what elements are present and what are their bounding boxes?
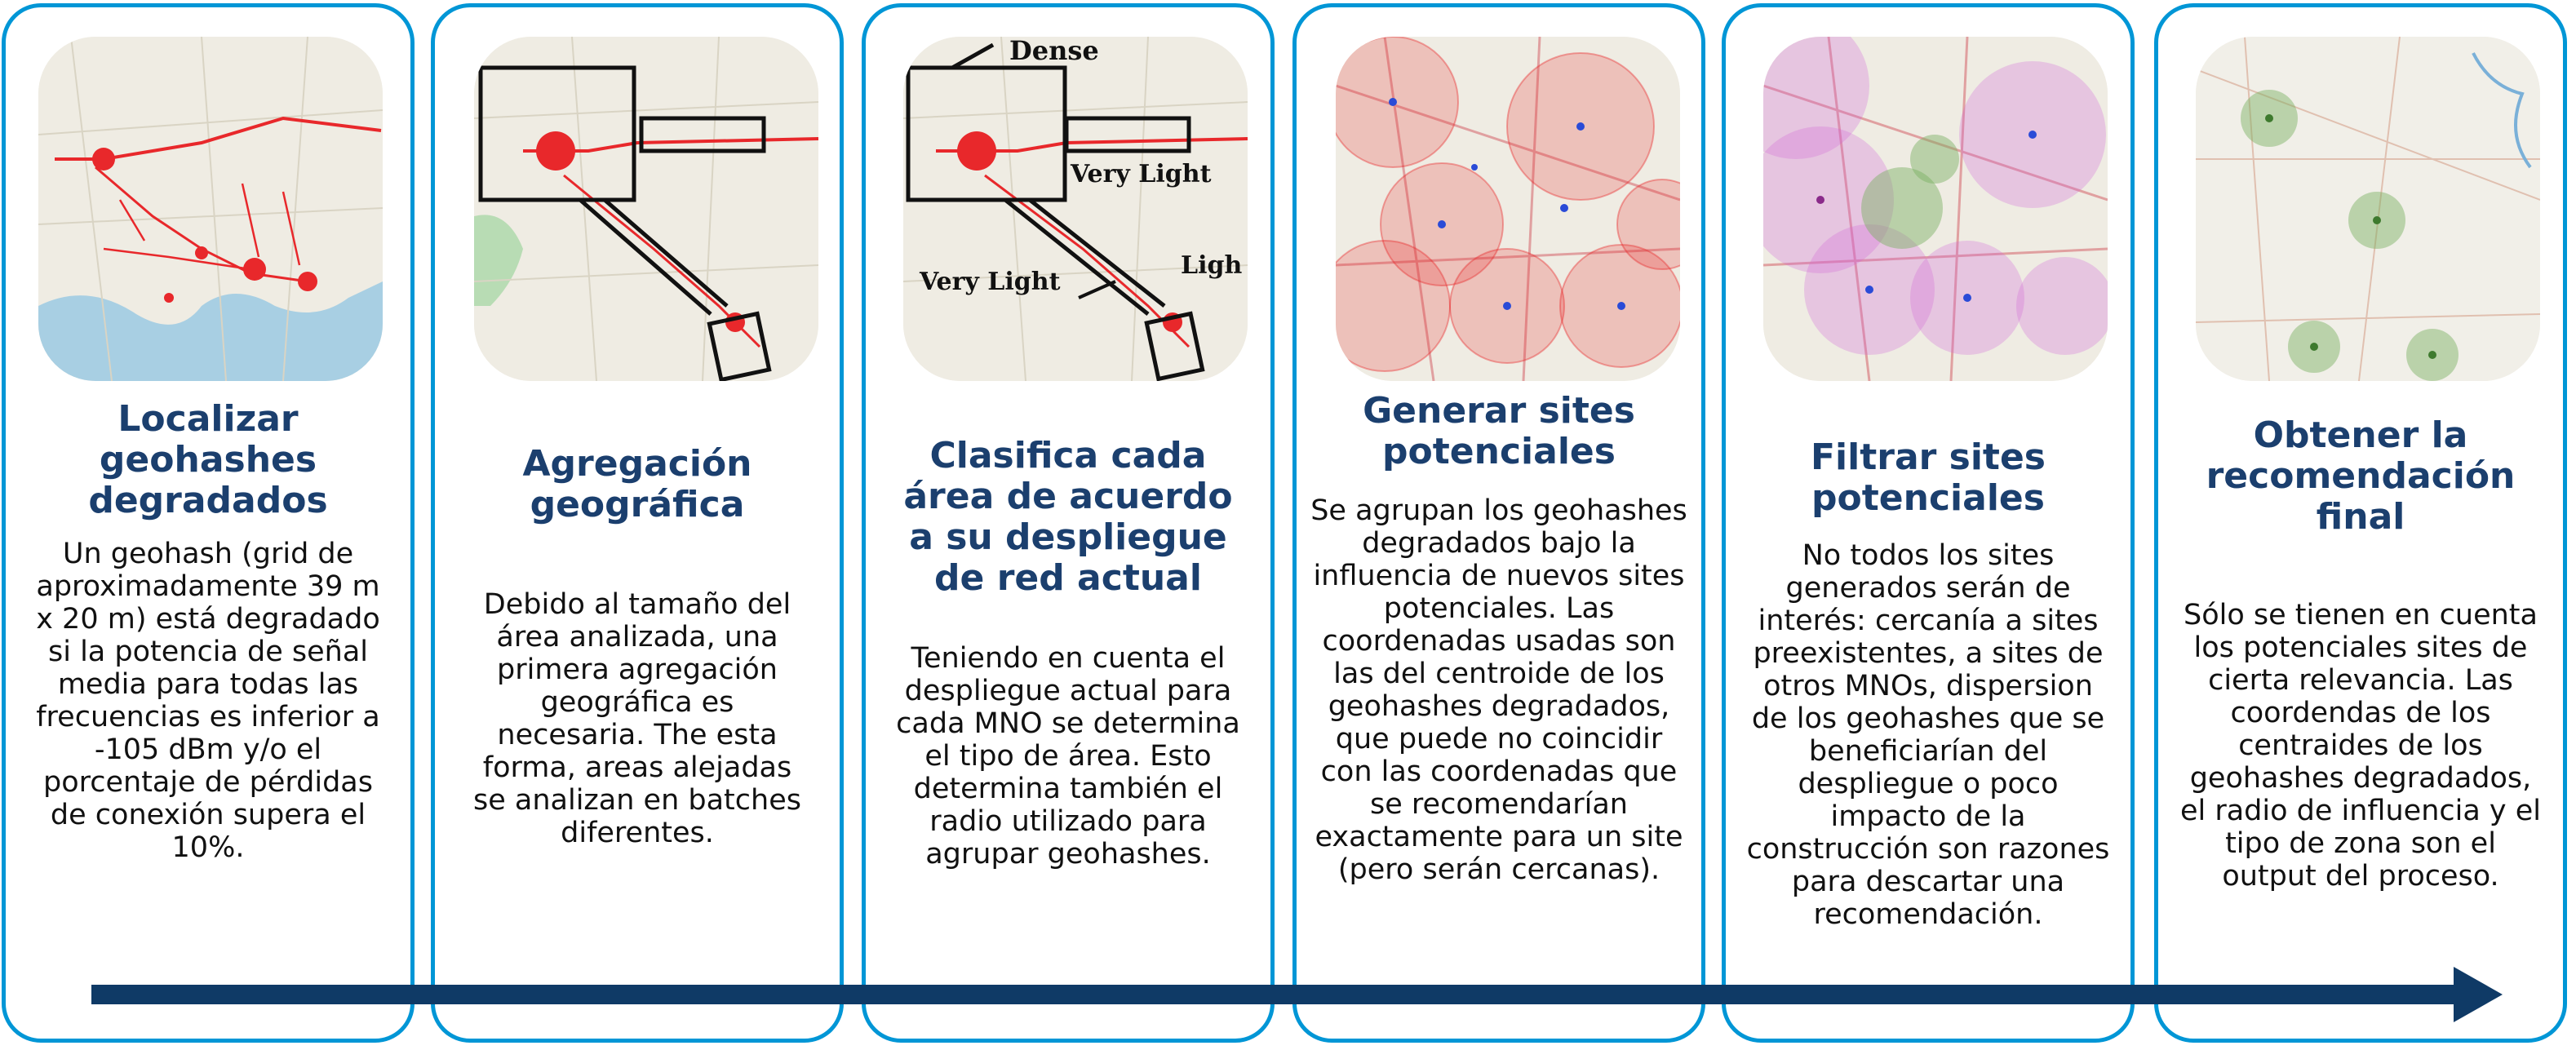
step-title: Clasifica cada área de acuerdo a su despliegue de red actual [903,435,1233,599]
step-card-4 [1292,3,1705,1043]
area-classification-map [903,37,1248,381]
step-description: Se agrupan los geohashes degradados bajo la influencia de nuevos sites potenciales. Las coordenadas usadas son las del centroide de los geohashes degradados, que puede no coincidir con las coordenadas que se recomendarían exactamente para un site (pero serán cercanas). [1310,494,1687,886]
step-card-6 [2154,3,2567,1043]
step-card-3 [862,3,1275,1043]
step-title: Agregación geográfica [522,443,752,525]
step-description: Sólo se tienen en cuenta los potenciales sites de cierta relevancia. Las coordendas de los centraides de los geohashes degradados, el radio de influencia y el tipo de zona son el output del proceso. [2179,599,2542,893]
step-card-2 [431,3,844,1043]
very-light-label: Very Light [920,268,1061,296]
light-label: Ligh [1181,251,1243,280]
potential-sites-map [1336,37,1680,381]
step-description: No todos los sites generados serán de interés: cercanía a sites preexistentes, a sites de otros MNOs, dispersion de los geohashes que se beneficiarían del despliegue o poco impacto de la construcción son razones para descartar una recomendación. [1746,539,2110,931]
step-card-1 [2,3,415,1043]
step-title: Filtrar sites potenciales [1811,436,2046,519]
step-description: Teniendo en cuenta el despliegue actual para cada MNO se determina el tipo de área. Esto determina también el radio utilizado para agrupar geohashes. [896,642,1240,871]
very-light-label: Very Light [1071,160,1212,188]
degraded-geohash-map [38,37,383,381]
step-description: Un geohash (grid de aproximadamente 39 m x 20 m) está degradado si la potencia de señal media para todas las frecuencias es inferior a -105 dBm y/o el porcentaje de pérdidas de conexión supera el 10%. [36,538,380,864]
step-title: Obtener la recomendación final [2206,414,2516,538]
step-description: Debido al tamaño del área analizada, una primera agregación geográfica es necesaria. The esta forma, areas alejadas se analizan en batches diferentes. [473,588,801,849]
geographic-aggregation-map [474,37,818,381]
step-title: Localizar geohashes degradados [88,398,328,521]
step-card-5 [1722,3,2135,1043]
step-title: Generar sites potenciales [1363,390,1635,472]
process-arrow-icon [91,964,2503,1025]
filtered-sites-map [1763,37,2108,381]
final-recommendation-map [2196,37,2540,381]
dense-label: Dense [1009,37,1099,66]
